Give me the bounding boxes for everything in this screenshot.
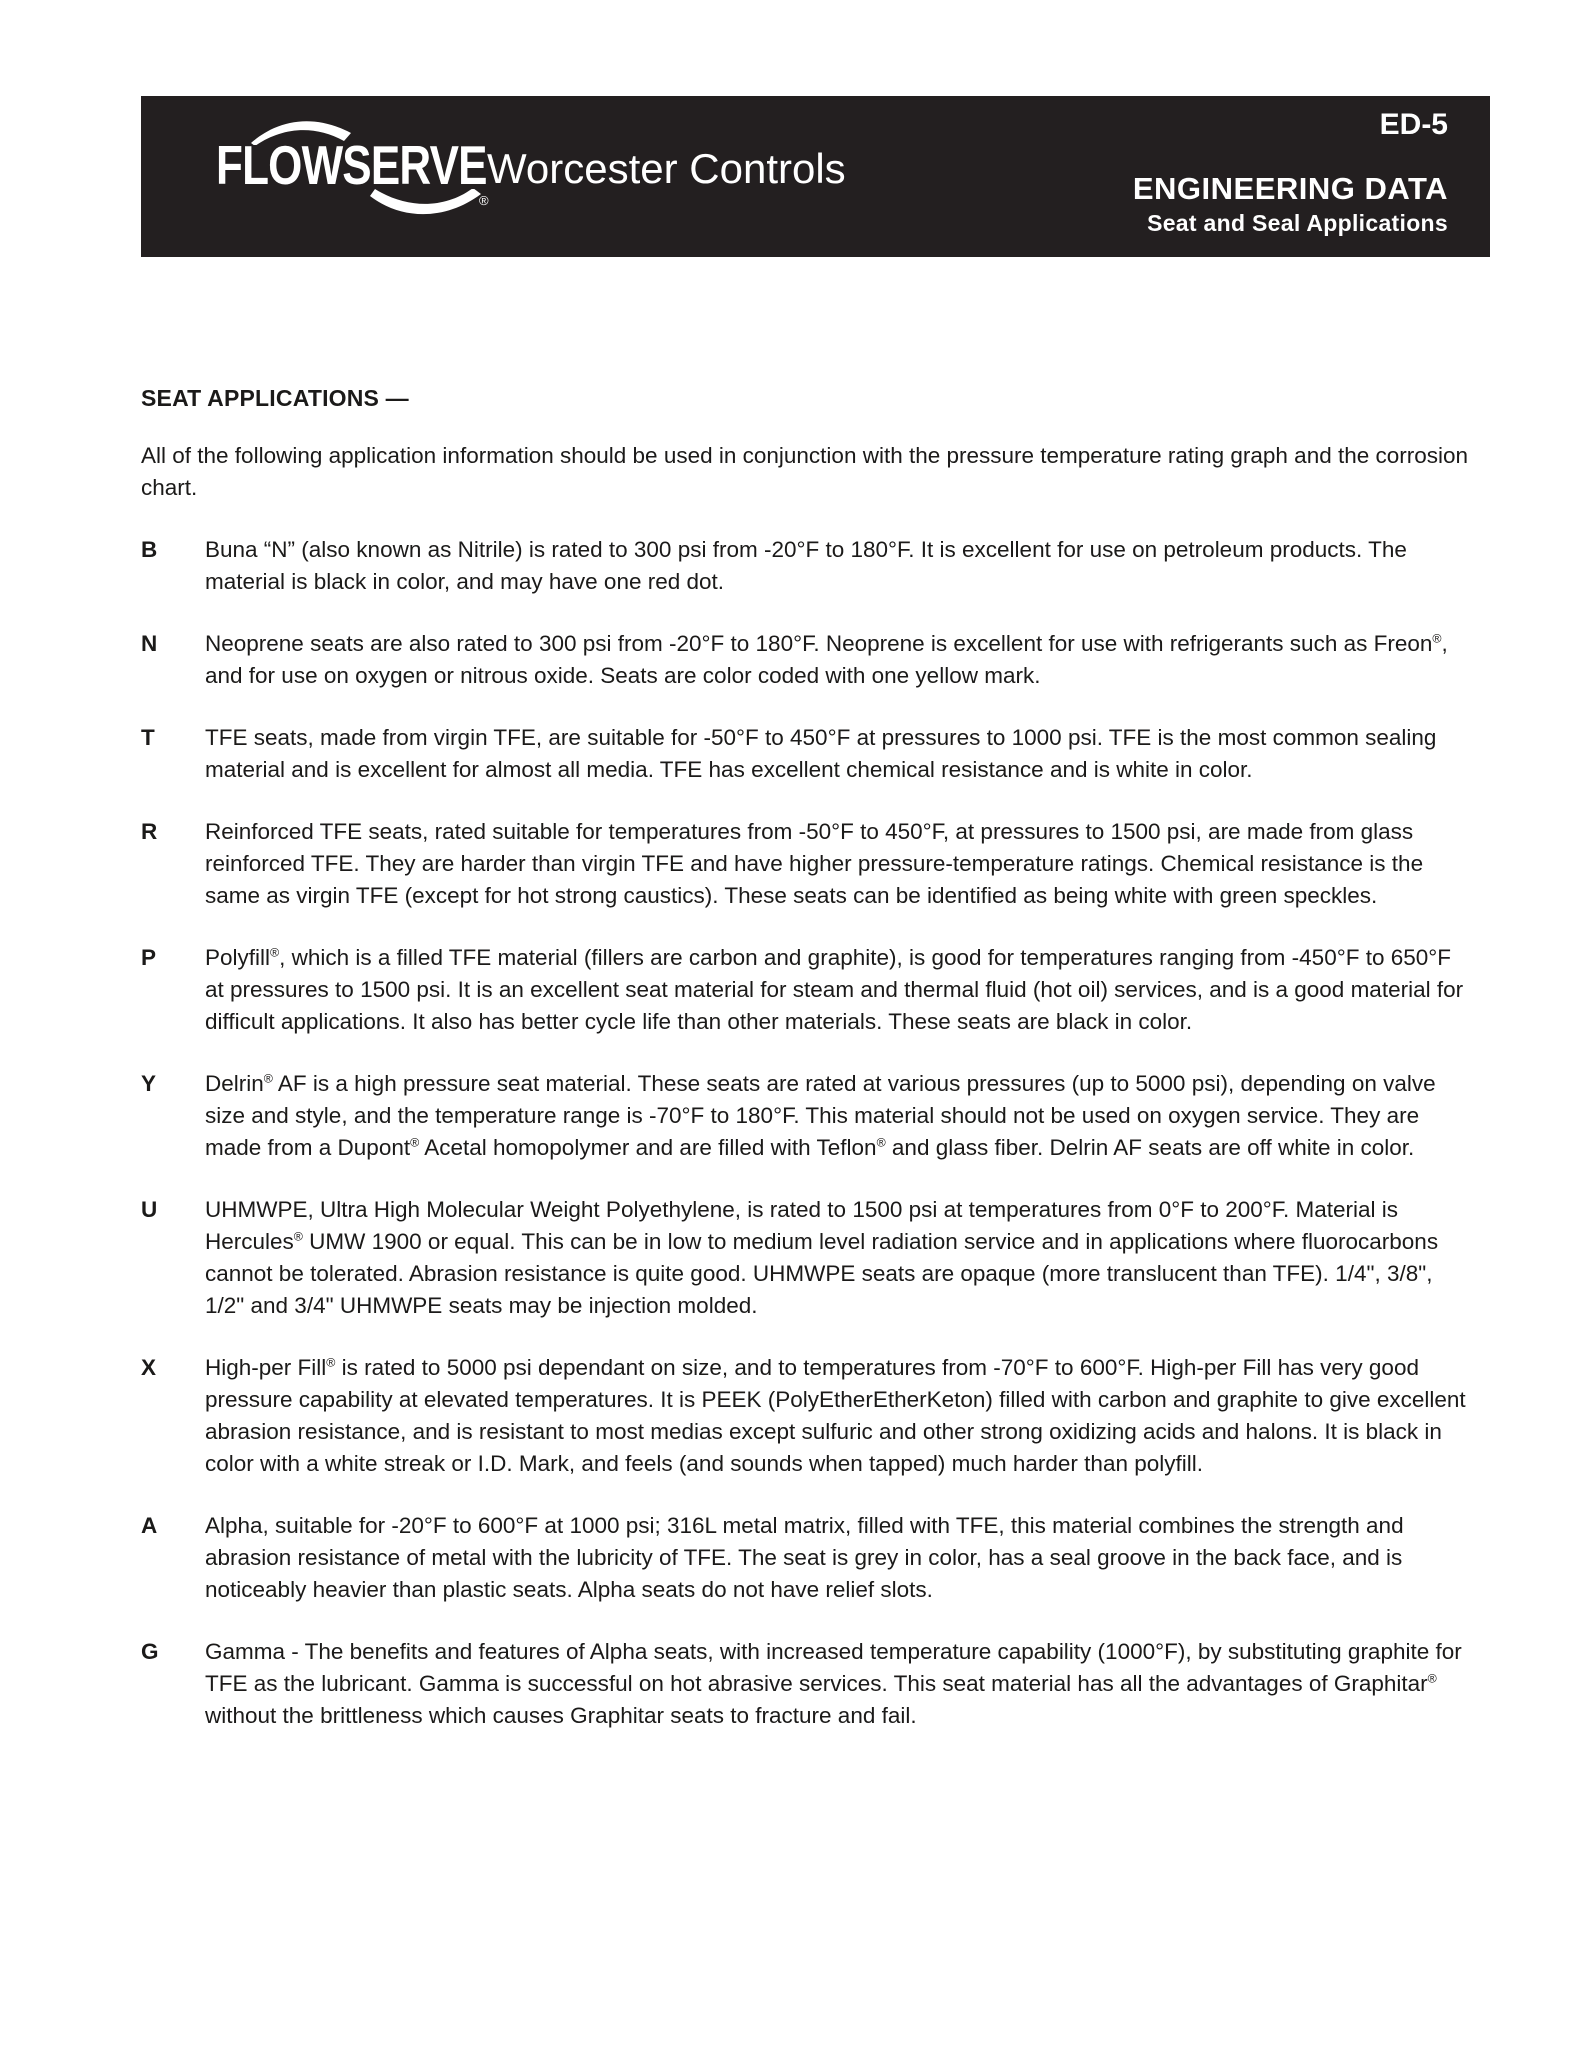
document-title: ENGINEERING DATA <box>1132 171 1448 206</box>
seat-item-P <box>141 942 1474 1038</box>
seat-item-N <box>141 628 1474 692</box>
seat-code: N <box>141 631 158 656</box>
flowserve-wordmark: FLOWSERVE <box>216 134 487 196</box>
seat-item-R <box>141 816 1474 912</box>
seat-code: R <box>141 819 158 844</box>
seat-item-B <box>141 534 1474 598</box>
seat-description: High-per Fill® is rated to 5000 psi dependant on size, and to temperatures from -70°F to 600°F. High-per Fill has very good pressure capability at elevated temperatures. It is PEEK (PolyEtherEtherKeton) filled with carbon and graphite to give excellent abrasion resistance, and is resistant to most medias except sulfuric and other strong oxidizing acids and halons. It is black in color with a white streak or I.D. Mark, and feels (and sounds when tapped) much harder than polyfill. <box>205 1355 1466 1476</box>
seat-code: Y <box>141 1071 157 1096</box>
seat-code: P <box>141 945 157 970</box>
section-heading: SEAT APPLICATIONS — <box>141 385 409 411</box>
seat-code: A <box>141 1513 158 1538</box>
flowserve-logo <box>179 96 509 257</box>
seat-item-A <box>141 1510 1474 1606</box>
seat-description: Reinforced TFE seats, rated suitable for temperatures from -50°F to 450°F, at pressures to 1500 psi, are made from glass reinforced TFE. They are harder than virgin TFE and have higher pressure-temperature ratings. Chemical resistance is the same as virgin TFE (except for hot strong caustics). These seats can be identified as being white with green speckles. <box>205 819 1424 908</box>
document-code: ED-5 <box>1379 108 1448 141</box>
seat-description: UHMWPE, Ultra High Molecular Weight Polyethylene, is rated to 1500 psi at temperatures from 0°F to 200°F. Material is Hercules® UMW 1900 or equal. This can be in low to medium level radiation service and in applications where fluorocarbons cannot be tolerated. Abrasion resistance is quite good. UHMWPE seats are opaque (more translucent than TFE). 1/4", 3/8", 1/2" and 3/4" UHMWPE seats may be injection molded. <box>205 1197 1439 1318</box>
seat-list <box>141 534 1474 1732</box>
seat-description: TFE seats, made from virgin TFE, are suitable for -50°F to 450°F at pressures to 1000 psi. TFE is the most common sealing material and is excellent for almost all media. TFE has excellent chemical resistance and is white in color. <box>205 725 1437 782</box>
seat-description: Neoprene seats are also rated to 300 psi from -20°F to 180°F. Neoprene is excellent for use with refrigerants such as Freon®, and for use on oxygen or nitrous oxide. Seats are color coded with one yellow mark. <box>205 631 1448 688</box>
seat-item-U <box>141 1194 1474 1322</box>
flowserve-swoosh-bottom-icon <box>365 189 481 219</box>
registered-mark-icon: ® <box>479 193 489 208</box>
seat-description: Gamma - The benefits and features of Alpha seats, with increased temperature capability (1000°F), by substituting graphite for TFE as the lubricant. Gamma is successful on hot abrasive services. This seat material has all the advantages of Graphitar® without the brittleness which causes Graphitar seats to fracture and fail. <box>205 1639 1462 1728</box>
intro-paragraph: All of the following application information should be used in conjunction with the pressure temperature rating graph and the corrosion chart. <box>141 443 1469 500</box>
masthead <box>141 96 1490 257</box>
seat-code: G <box>141 1639 159 1664</box>
seat-description: Alpha, suitable for -20°F to 600°F at 1000 psi; 316L metal matrix, filled with TFE, this material combines the strength and abrasion resistance of metal with the lubricity of TFE. The seat is grey in color, has a seal groove in the back face, and is noticeably heavier than plastic seats. Alpha seats do not have relief slots. <box>205 1513 1404 1602</box>
content <box>141 382 1474 1732</box>
document-subtitle: Seat and Seal Applications <box>1147 210 1448 236</box>
seat-code: X <box>141 1355 157 1380</box>
seat-item-T <box>141 722 1474 786</box>
brand-subtitle: Worcester Controls <box>487 145 846 192</box>
seat-item-G <box>141 1636 1474 1732</box>
seat-description: Buna “N” (also known as Nitrile) is rated to 300 psi from -20°F to 180°F. It is excellent for use on petroleum products. The material is black in color, and may have one red dot. <box>205 537 1407 594</box>
seat-description: Polyfill®, which is a filled TFE material (fillers are carbon and graphite), is good for temperatures ranging from -450°F to 650°F at pressures to 1500 psi. It is an excellent seat material for steam and thermal fluid (hot oil) services, and is a good material for difficult applications. It also has better cycle life than other materials. These seats are black in color. <box>205 945 1464 1034</box>
seat-item-Y <box>141 1068 1474 1164</box>
seat-code: B <box>141 537 158 562</box>
seat-code: T <box>141 725 155 750</box>
seat-code: U <box>141 1197 158 1222</box>
seat-item-X <box>141 1352 1474 1480</box>
seat-description: Delrin® AF is a high pressure seat material. These seats are rated at various pressures (up to 5000 psi), depending on valve size and style, and the temperature range is -70°F to 180°F. This material should not be used on oxygen service. They are made from a Dupont® Acetal homopolymer and are filled with Teflon® and glass fiber. Delrin AF seats are off white in color. <box>205 1071 1436 1160</box>
